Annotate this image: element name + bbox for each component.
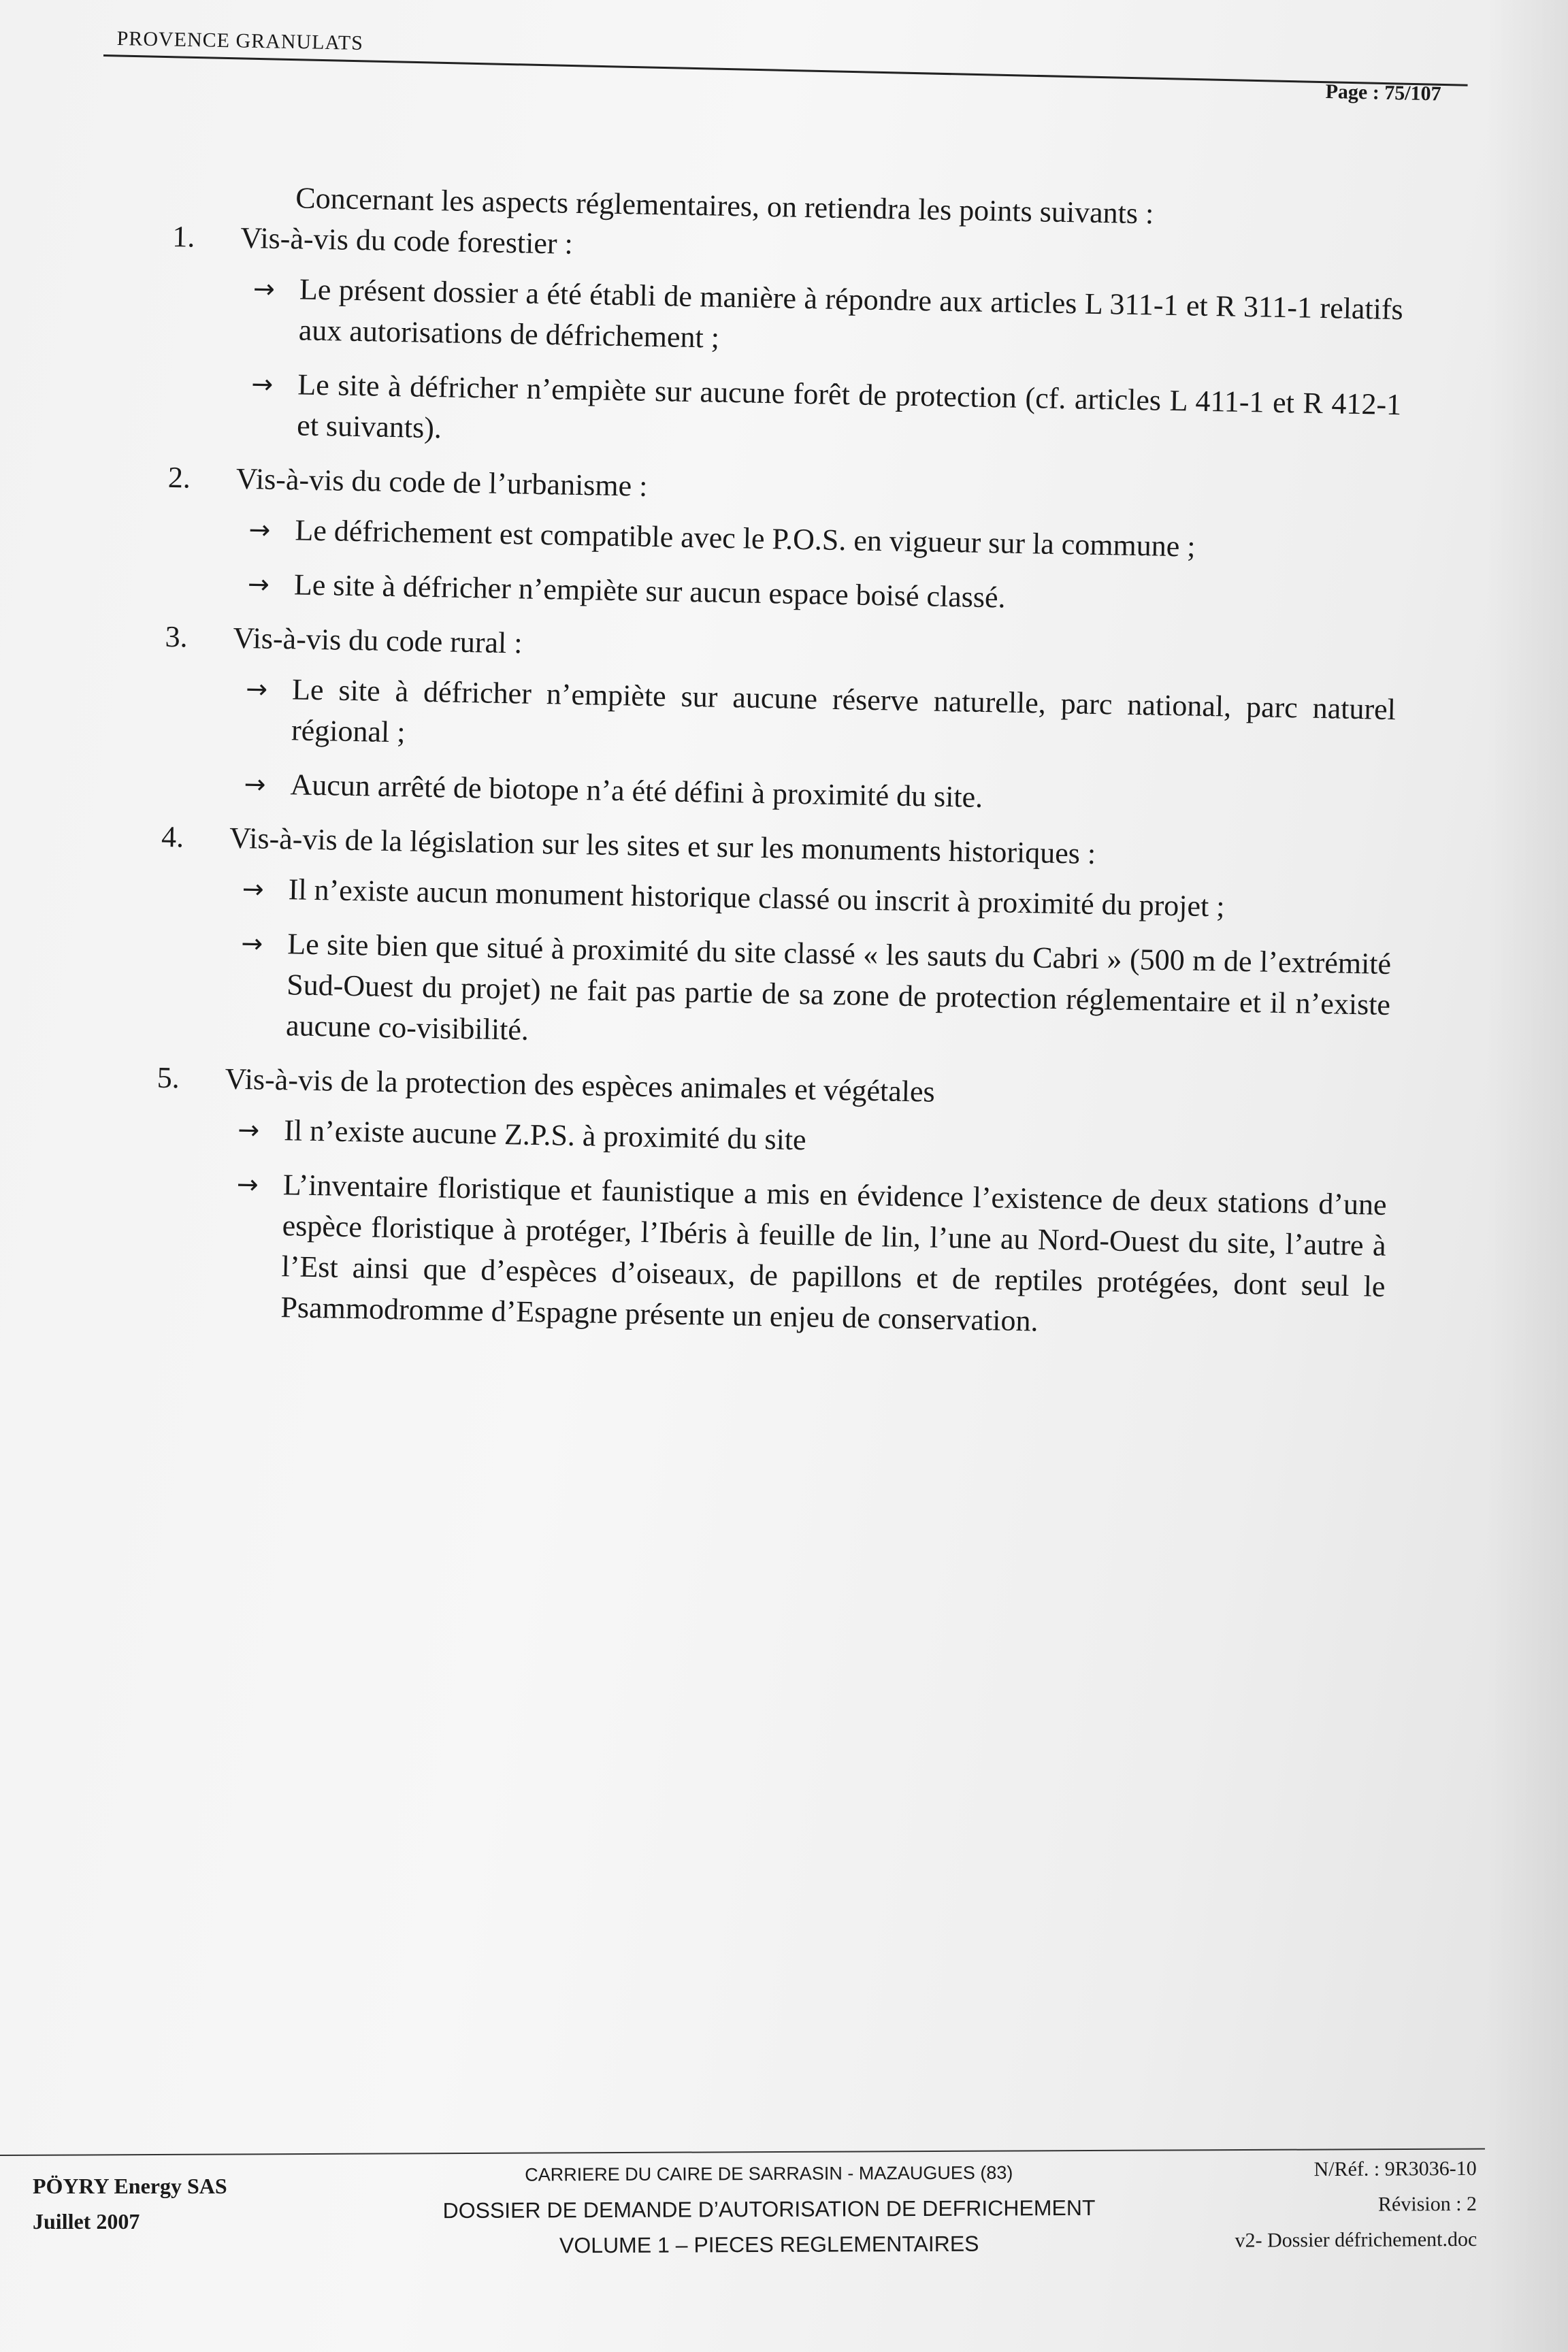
list-item-text: Le site bien que situé à proximité du site classé « les sauts du Cabri » (500 m de l’extrémité Sud-Ouest du projet) ne fait pas partie de sa zone de protection réglementaire et il n’existe aucune co-visibilité.: [285, 927, 1392, 1047]
arrow-right-icon: →: [236, 1169, 259, 1200]
list-item: [244, 764, 1401, 826]
section-title: Vis-à-vis de la protection des espèces animales et végétales: [225, 1062, 936, 1109]
section-number: 5.: [157, 1060, 180, 1095]
main-content: [152, 176, 1412, 1362]
list-item-text: L’inventaire floristique et faunistique a mis en évidence l’existence de deux stations d’une espèce floristique à protéger, l’Ibéris à feuille de lin, l’une au Nord-Ouest du site, l’autre à l’Est ainsi que d’espèces d’oiseaux, de papillons et de reptiles protégées, dont seul le Psammodromme d’Espagne présente un enjeu de conservation.: [280, 1168, 1388, 1338]
list-item-text: Il n’existe aucun monument historique classé ou inscrit à proximité du projet ;: [288, 872, 1225, 924]
list-item-text: Il n’existe aucune Z.P.S. à proximité du site: [283, 1113, 807, 1157]
section-code-forestier: [169, 216, 1411, 466]
footer-date: Juillet 2007: [33, 2209, 140, 2234]
section-number: 2.: [167, 460, 191, 495]
list-item: [247, 564, 1405, 625]
section-title: Vis-à-vis du code de l’urbanisme :: [235, 461, 648, 503]
intro-paragraph: Concernant les aspects réglementaires, on retiendra les points suivants :: [295, 181, 1154, 231]
footer-site-title: CARRIERE DU CAIRE DE SARRASIN - MAZAUGUES (83): [525, 2162, 1013, 2185]
list-item-text: Le défrichement est compatible avec le P.O.S. en vigueur sur la commune ;: [295, 513, 1196, 564]
footer-filename: v2- Dossier défrichement.doc: [1235, 2227, 1477, 2252]
list-item: [238, 1109, 1395, 1171]
footer-reference: N/Réf. : 9R3036-10: [1313, 2157, 1477, 2181]
section-sites-monuments: [158, 817, 1401, 1066]
arrow-right-icon: →: [242, 874, 265, 904]
arrow-right-icon: →: [252, 274, 276, 304]
list-item: [252, 268, 1410, 371]
arrow-right-icon: →: [248, 514, 271, 545]
page-shadow: [1486, 0, 1568, 2352]
header-company: PROVENCE GRANULATS: [116, 27, 364, 54]
footer-revision: Révision : 2: [1377, 2192, 1477, 2216]
list-item: [248, 509, 1406, 571]
section-number: 4.: [161, 819, 184, 854]
list-item: [240, 923, 1399, 1066]
section-title: Vis-à-vis de la législation sur les sites et sur les monuments historiques :: [229, 821, 1096, 870]
list-item-text: Le site à défricher n’empiète sur aucune réserve naturelle, parc national, parc naturel régional ;: [291, 672, 1396, 749]
footer-dossier-title: DOSSIER DE DEMANDE D’AUTORISATION DE DEFRICHEMENT: [442, 2195, 1096, 2223]
list-item-text: Le présent dossier a été établi de manière à répondre aux articles L 311-1 et R 311-1 relatifs aux autorisations de défrichement ;: [298, 272, 1404, 355]
arrow-right-icon: →: [251, 369, 274, 399]
list-item: [250, 363, 1409, 466]
footer-volume-title: VOLUME 1 – PIECES REGLEMENTAIRES: [559, 2231, 979, 2258]
footer-center: [381, 2155, 1158, 2264]
footer-company: PÖYRY Energy SAS: [33, 2174, 227, 2198]
arrow-right-icon: →: [244, 769, 266, 800]
list-item-text: Le site à défricher n’empiète sur aucune forêt de protection (cf. articles L 411-1 et R 412-1 et suivants).: [296, 368, 1402, 445]
section-code-urbanisme: [165, 457, 1407, 625]
section-number: 1.: [172, 219, 195, 254]
page-number: Page : 75/107: [1325, 80, 1441, 105]
list-item: [245, 668, 1403, 771]
section-title: Vis-à-vis du code forestier :: [240, 220, 574, 261]
section-code-rural: [162, 617, 1404, 826]
list-item: [242, 868, 1399, 930]
footer-left: [33, 2168, 227, 2239]
list-item-text: Aucun arrêté de biotope n’a été défini à proximité du site.: [290, 768, 983, 814]
section-number: 3.: [165, 619, 189, 654]
arrow-right-icon: →: [245, 674, 268, 704]
arrow-right-icon: →: [240, 928, 263, 959]
list-item-text: Le site à défricher n’empiète sur aucun espace boisé classé.: [293, 568, 1007, 615]
section-title: Vis-à-vis du code rural :: [233, 621, 523, 660]
list-item: [234, 1164, 1394, 1348]
arrow-right-icon: →: [247, 569, 270, 600]
header-rule: [103, 54, 1468, 86]
footer-right: [1184, 2151, 1477, 2259]
arrow-right-icon: →: [237, 1114, 260, 1145]
section-especes: [152, 1058, 1396, 1348]
